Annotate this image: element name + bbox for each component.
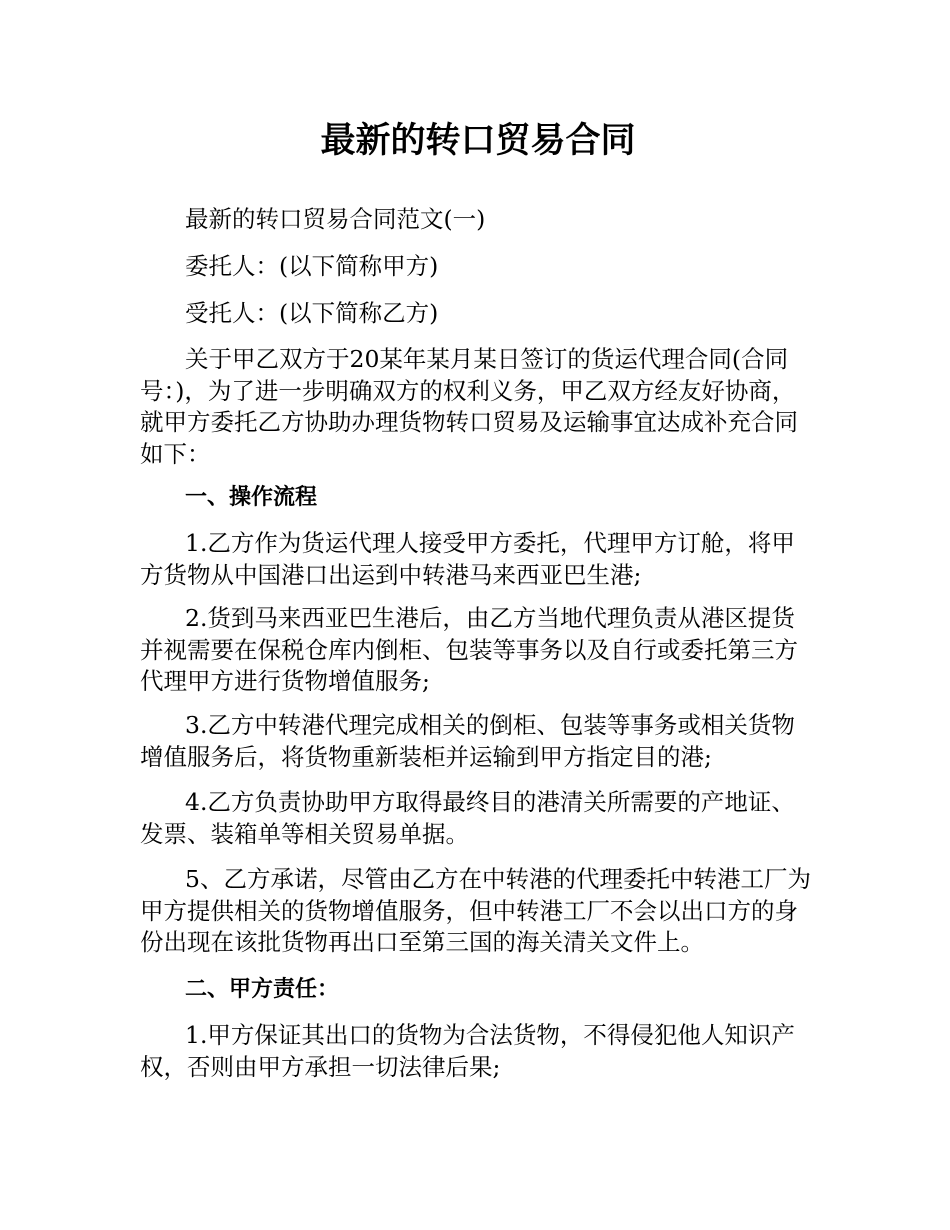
- intro-paragraph: 关于甲乙双方于20某年某月某日签订的货运代理合同(合同号：)，为了进一步明确双方的权利义务，甲乙双方经友好协商，就甲方委托乙方协助办理货物转口贸易及运输事宜达成补充合同如下：: [140, 345, 798, 468]
- principal-line: 委托人：(以下简称甲方): [185, 252, 439, 280]
- contract-subtitle: 最新的转口贸易合同范文(一): [185, 205, 486, 233]
- section-heading-party-a: 二、甲方责任：: [185, 977, 340, 1002]
- clause-1-4: 4.乙方负责协助甲方取得最终目的港清关所需要的产地证、发票、装箱单等相关贸易单据。: [140, 788, 795, 848]
- agent-line: 受托人：(以下简称乙方): [185, 299, 439, 327]
- section-heading-operation: 一、操作流程: [185, 485, 318, 510]
- clause-1-3: 3.乙方中转港代理完成相关的倒柜、包装等事务或相关货物增值服务后，将货物重新装柜并运输到甲方指定目的港;: [140, 711, 795, 771]
- clause-1-1: 1.乙方作为货运代理人接受甲方委托，代理甲方订舱，将甲方货物从中国港口出运到中转港马来西亚巴生港;: [140, 529, 795, 589]
- clause-1-5: 5、乙方承诺，尽管由乙方在中转港的代理委托中转港工厂为甲方提供相关的货物增值服务，但中转港工厂不会以出口方的身份出现在该批货物再出口至第三国的海关清关文件上。: [140, 865, 811, 956]
- clause-1-2: 2.货到马来西亚巴生港后，由乙方当地代理负责从港区提货并视需要在保税仓库内倒柜、包装等事务以及自行或委托第三方代理甲方进行货物增值服务;: [140, 604, 798, 695]
- document-title: 最新的转口贸易合同: [320, 121, 636, 161]
- clause-2-1: 1.甲方保证其出口的货物为合法货物，不得侵犯他人知识产权，否则由甲方承担一切法律后果;: [140, 1021, 795, 1081]
